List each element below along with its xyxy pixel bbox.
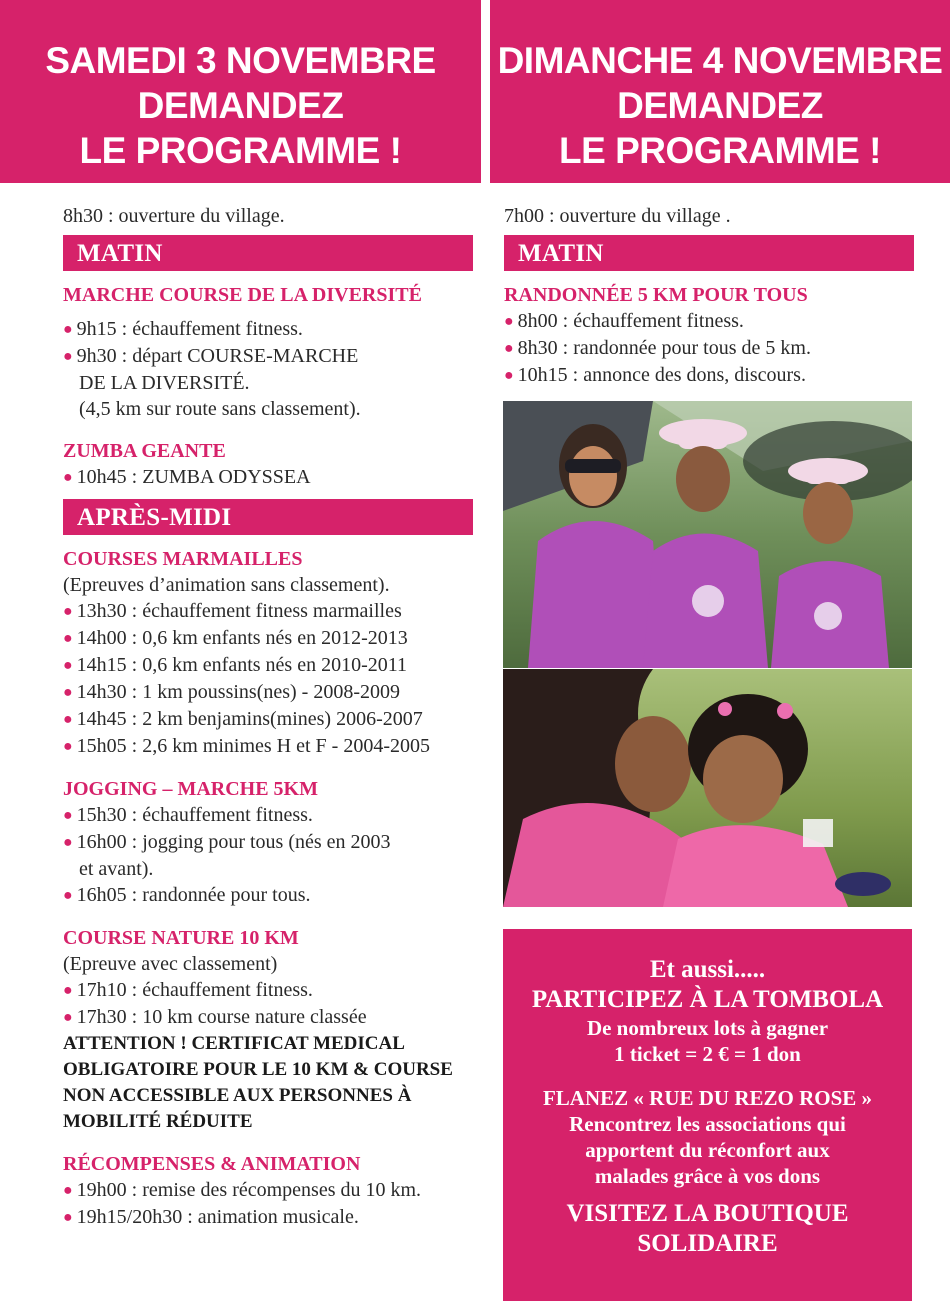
promo-line: De nombreux lots à gagner xyxy=(586,1016,829,1040)
bullet-icon: ● xyxy=(63,1182,73,1199)
list-item: ● 17h30 : 10 km course nature classée xyxy=(63,1004,473,1031)
bullet-icon: ● xyxy=(63,321,73,338)
list-item: ● 9h15 : échauffement fitness. xyxy=(63,316,473,343)
list-item: ● 15h05 : 2,6 km minimes H et F - 2004-2005 xyxy=(63,733,473,760)
bullet-icon: ● xyxy=(63,630,73,647)
medical-warning-line: ATTENTION ! CERTIFICAT MEDICAL xyxy=(63,1033,405,1054)
marmailles-title: COURSES MARMAILLES xyxy=(63,548,303,570)
boutique-title: VISITEZ LA BOUTIQUE xyxy=(566,1200,849,1227)
list-item: ● 14h15 : 0,6 km enfants nés en 2010-2011 xyxy=(63,652,473,679)
photo-mother-child-illustration xyxy=(503,669,912,907)
sunday-header-line2: DEMANDEZ xyxy=(617,85,823,126)
marche-title: MARCHE COURSE DE LA DIVERSITÉ xyxy=(63,284,422,306)
bullet-icon: ● xyxy=(63,1209,73,1226)
rezo-rose-title: FLANEZ « RUE DU REZO ROSE » xyxy=(542,1086,873,1110)
list-item: ● 19h15/20h30 : animation musicale. xyxy=(63,1204,473,1231)
list-item: ● 14h30 : 1 km poussins(nes) - 2008-2009 xyxy=(63,679,473,706)
bullet-icon: ● xyxy=(63,982,73,999)
sunday-matin-bar: MATIN xyxy=(504,235,914,271)
list-item: ● 9h30 : départ COURSE-MARCHE xyxy=(63,343,473,370)
bullet-icon: ● xyxy=(63,348,73,365)
bullet-icon: ● xyxy=(504,367,514,384)
saturday-header xyxy=(0,0,481,183)
bullet-icon: ● xyxy=(63,887,73,904)
bullet-icon: ● xyxy=(504,313,514,330)
recompenses-title: RÉCOMPENSES & ANIMATION xyxy=(63,1153,361,1175)
tombola-title: PARTICIPEZ À LA TOMBOLA xyxy=(531,986,884,1013)
bullet-icon: ● xyxy=(504,340,514,357)
list-item: ● 17h10 : échauffement fitness. xyxy=(63,977,473,1004)
medical-warning-line: OBLIGATOIRE POUR LE 10 KM & COURSE xyxy=(63,1059,453,1080)
sunday-header-line1: DIMANCHE 4 NOVEMBRE xyxy=(497,40,943,81)
saturday-intro: 8h30 : ouverture du village. xyxy=(63,205,285,227)
zumba-title: ZUMBA GEANTE xyxy=(63,440,226,462)
sunday-program xyxy=(504,203,914,389)
bullet-icon: ● xyxy=(63,711,73,728)
list-item: ● 13h30 : échauffement fitness marmailles xyxy=(63,598,473,625)
list-item-continuation: DE LA DIVERSITÉ. xyxy=(79,372,250,394)
saturday-header-line3: LE PROGRAMME ! xyxy=(79,130,402,171)
saturday-matin-bar: MATIN xyxy=(63,235,473,271)
jogging-title: JOGGING – MARCHE 5KM xyxy=(63,778,318,800)
randonnee-title: RANDONNÉE 5 KM POUR TOUS xyxy=(504,284,808,306)
boutique-title: SOLIDAIRE xyxy=(637,1230,778,1257)
saturday-apres-midi-bar: APRÈS-MIDI xyxy=(63,499,473,535)
ticket-price: 1 ticket = 2 € = 1 don xyxy=(614,1042,801,1066)
list-item: ● 19h00 : remise des récompenses du 10 km. xyxy=(63,1177,473,1204)
bullet-icon: ● xyxy=(63,807,73,824)
list-item: ● 15h30 : échauffement fitness. xyxy=(63,802,473,829)
medical-warning-line: MOBILITÉ RÉDUITE xyxy=(63,1111,253,1132)
list-item: ● 8h00 : échauffement fitness. xyxy=(504,308,914,335)
list-item: ● 14h45 : 2 km benjamins(mines) 2006-2007 xyxy=(63,706,473,733)
promo-box xyxy=(503,929,912,1301)
bullet-icon: ● xyxy=(63,738,73,755)
promo-line: Rencontrez les associations qui xyxy=(569,1112,846,1136)
saturday-header-line1: SAMEDI 3 NOVEMBRE xyxy=(45,40,436,81)
marmailles-note: (Epreuves d’animation sans classement). xyxy=(63,574,390,596)
sunday-header-line3: LE PROGRAMME ! xyxy=(559,130,881,171)
nature-note: (Epreuve avec classement) xyxy=(63,953,278,975)
bullet-icon: ● xyxy=(63,603,73,620)
photo-three-women-illustration xyxy=(503,401,912,668)
promo-line: apportent du réconfort aux xyxy=(585,1138,830,1162)
list-item: ● 8h30 : randonnée pour tous de 5 km. xyxy=(504,335,914,362)
nature-title: COURSE NATURE 10 KM xyxy=(63,927,299,949)
promo-line: malades grâce à vos dons xyxy=(594,1164,821,1188)
bullet-icon: ● xyxy=(63,469,73,486)
list-item-continuation: et avant). xyxy=(79,858,154,880)
promo-line: Et aussi..... xyxy=(649,956,766,983)
bullet-icon: ● xyxy=(63,834,73,851)
sunday-intro: 7h00 : ouverture du village . xyxy=(504,205,731,227)
medical-warning-line: NON ACCESSIBLE AUX PERSONNES À xyxy=(63,1085,412,1106)
list-item: ● 10h45 : ZUMBA ODYSSEA xyxy=(63,464,473,491)
list-item: ● 16h05 : randonnée pour tous. xyxy=(63,882,473,909)
sunday-header xyxy=(490,0,950,183)
saturday-program xyxy=(63,203,473,1231)
photo-mother-child xyxy=(503,669,912,907)
photo-three-women xyxy=(503,401,912,668)
bullet-icon: ● xyxy=(63,684,73,701)
list-item: ● 16h00 : jogging pour tous (nés en 2003 xyxy=(63,829,473,856)
list-item-continuation: (4,5 km sur route sans classement). xyxy=(79,398,361,420)
bullet-icon: ● xyxy=(63,657,73,674)
bullet-icon: ● xyxy=(63,1009,73,1026)
saturday-header-line2: DEMANDEZ xyxy=(137,85,344,126)
list-item: ● 10h15 : annonce des dons, discours. xyxy=(504,362,914,389)
list-item: ● 14h00 : 0,6 km enfants nés en 2012-2013 xyxy=(63,625,473,652)
